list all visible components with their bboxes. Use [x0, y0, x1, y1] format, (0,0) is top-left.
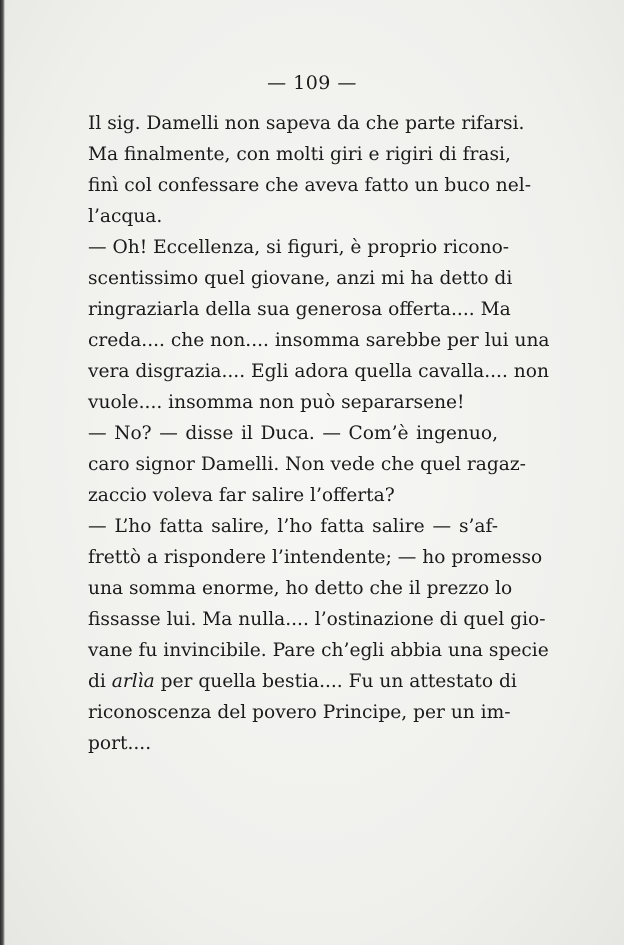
line-prefix: di — [88, 671, 112, 692]
text-line: Il sig. Damelli non sapeva da che parte rifarsi. — [88, 113, 525, 134]
text-line: — Oh! Eccellenza, si figuri, è proprio ricono- — [88, 237, 510, 258]
text-line-with-italic — [88, 666, 517, 697]
text-line: vane fu invincibile. Pare ch’egli abbia una specie — [88, 640, 549, 661]
text-line: caro signor Damelli. Non vede che quel ragaz- — [88, 454, 526, 475]
line-suffix: per quella bestia.... Fu un attestato di — [160, 671, 517, 692]
text-line: zaccio voleva far salire l’offerta? — [88, 485, 395, 506]
page-number-header: — 109 — — [267, 72, 357, 94]
text-line: una somma enorme, ho detto che il prezzo lo — [88, 578, 513, 599]
italic-word: arlìa — [111, 671, 155, 692]
text-line: frettò a rispondere l’intendente; — ho promesso — [88, 547, 543, 568]
text-line: ringraziarla della sua generosa offerta.... Ma — [88, 299, 511, 320]
text-line: port.... — [88, 733, 152, 754]
text-line: l’acqua. — [88, 206, 163, 227]
text-line: vuole.... insomma non può separarsene! — [88, 392, 465, 413]
text-line: Ma finalmente, con molti giri e rigiri di frasi, — [88, 144, 511, 165]
body-text — [88, 108, 550, 759]
binding-edge — [0, 0, 5, 945]
text-line: fissasse lui. Ma nulla.... l’ostinazione di quel gio- — [88, 609, 546, 630]
text-line: scentissimo quel giovane, anzi mi ha detto di — [88, 268, 513, 289]
text-line: creda.... che non.... insomma sarebbe per lui una — [88, 330, 550, 351]
text-line: riconoscenza del povero Principe, per un im- — [88, 702, 511, 723]
text-line: — No? — disse il Duca. — Com’è ingenuo, — [88, 423, 498, 444]
text-line: finì col confessare che aveva fatto un buco nel- — [88, 175, 532, 196]
text-line: vera disgrazia.... Egli adora quella cavalla.... non — [88, 361, 549, 382]
text-line: — L’ho fatta salire, l’ho fatta salire — s’af- — [88, 516, 498, 537]
